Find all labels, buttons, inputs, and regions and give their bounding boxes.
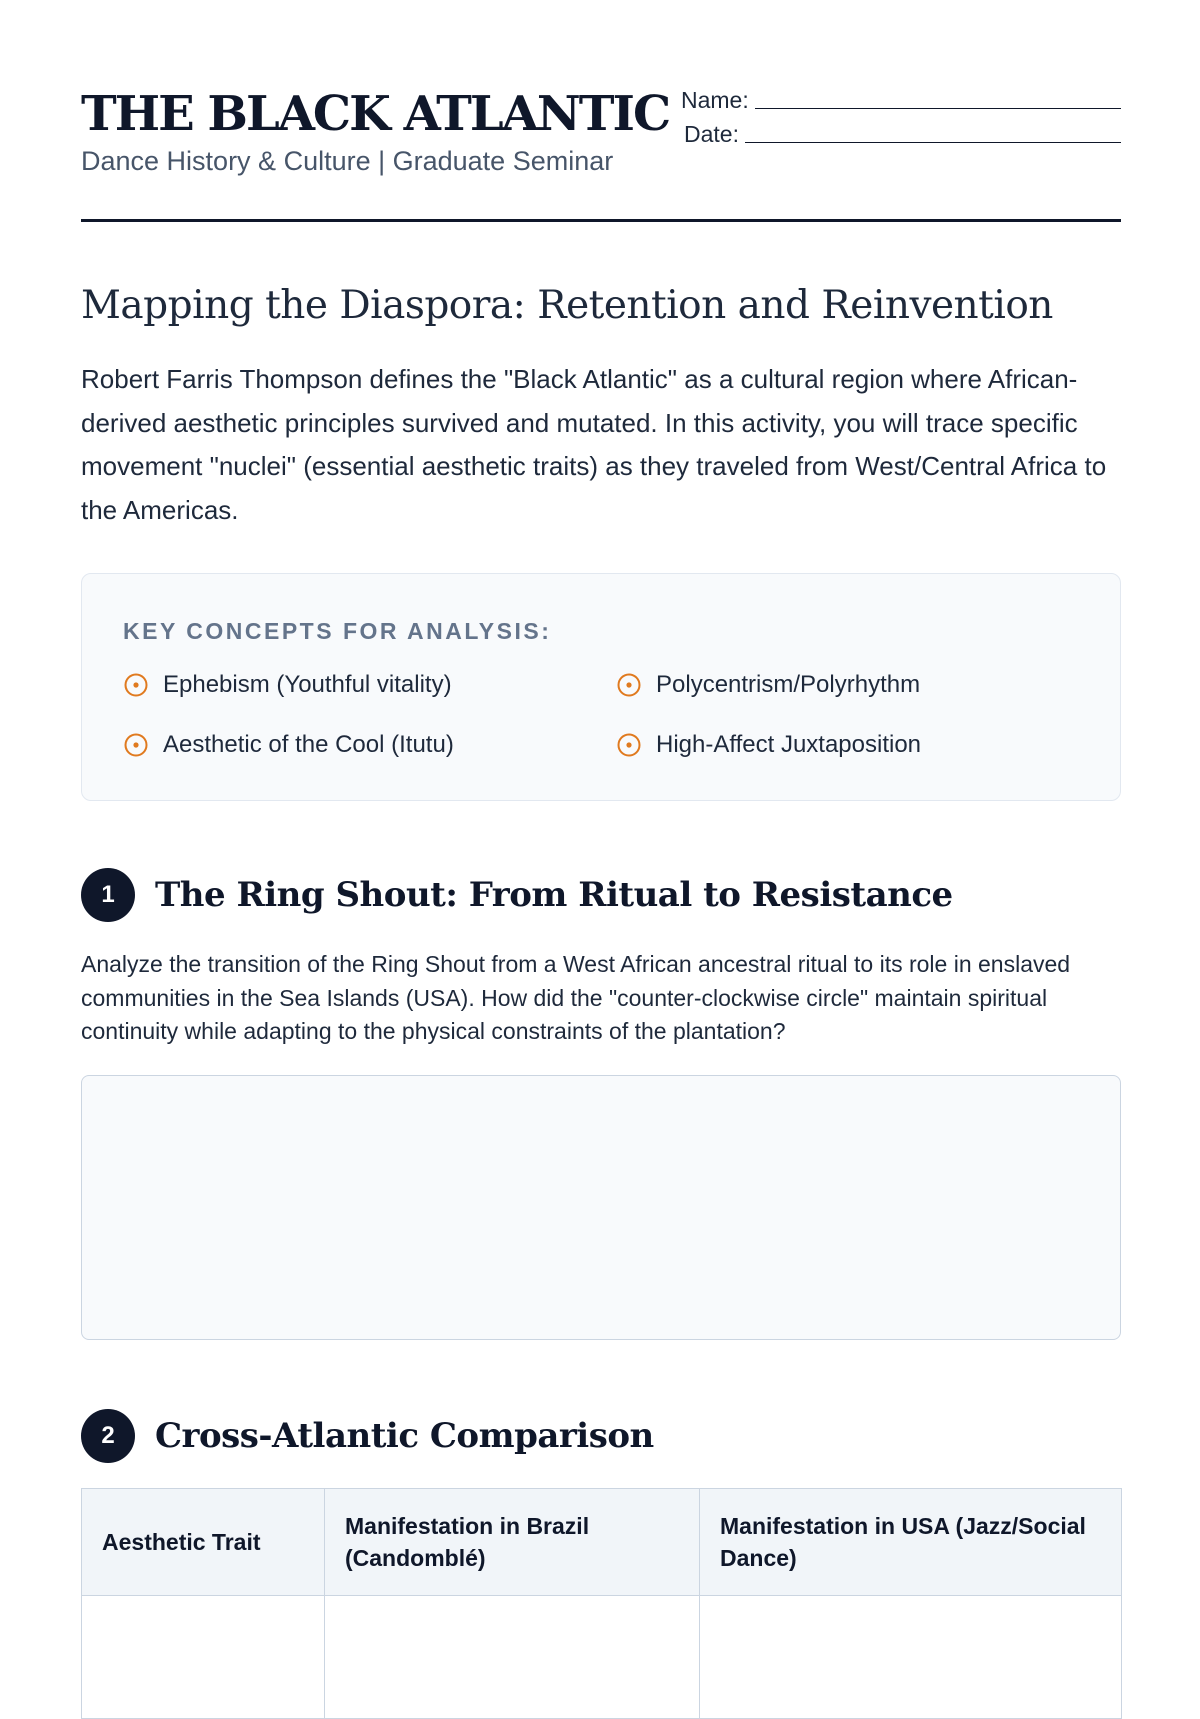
key-concepts-heading: KEY CONCEPTS FOR ANALYSIS: [123, 618, 552, 644]
target-ring-icon [616, 672, 642, 698]
concept-label: Polycentrism/Polyrhythm [656, 671, 921, 698]
table-cell[interactable] [82, 1596, 325, 1719]
concept-item [123, 670, 452, 700]
column-header-brazil: Manifestation in Brazil (Candomblé) [325, 1489, 700, 1596]
section-2-header [81, 1409, 654, 1463]
table-cell[interactable] [700, 1596, 1122, 1719]
table-cell[interactable] [325, 1596, 700, 1719]
table-header-row [82, 1489, 1122, 1596]
table-row [82, 1596, 1122, 1719]
name-label: Name: [681, 87, 749, 113]
section-1-prompt: Analyze the transition of the Ring Shout from a West African ancestral ritual to its role in enslaved communities in the Sea Islands (USA). How did the "counter-clockwise circle" maintain spiritual continuity while adapting to the physical constraints of the plantation? [81, 951, 1071, 1044]
activity-intro: Robert Farris Thompson defines the "Black Atlantic" as a cultural region where African-derived aesthetic principles survived and mutated. In this activity, you will trace specific movement "nuclei" (essential aesthetic traits) as they traveled from West/Central Africa to the Americas. [81, 364, 1107, 525]
concept-item [616, 730, 921, 760]
worksheet-header [81, 0, 1121, 222]
target-ring-icon [616, 732, 642, 758]
date-label: Date: [684, 121, 739, 147]
concept-item [123, 730, 454, 760]
section-1-header [81, 868, 953, 922]
date-blank-line[interactable] [745, 120, 1121, 143]
comparison-table [81, 1488, 1122, 1719]
student-info-fields [681, 80, 1121, 148]
concept-label: High-Affect Juxtaposition [656, 731, 922, 758]
section-number-badge: 2 [81, 1409, 135, 1463]
activity-title: Mapping the Diaspora: Retention and Reinvention [81, 283, 1053, 328]
concept-label: Ephebism (Youthful vitality) [163, 671, 452, 698]
concept-item [616, 670, 920, 700]
section-1-answer-box[interactable] [81, 1075, 1121, 1340]
column-header-usa: Manifestation in USA (Jazz/Social Dance) [700, 1489, 1122, 1596]
column-header-trait: Aesthetic Trait [82, 1489, 325, 1596]
course-title: THE BLACK ATLANTIC [81, 86, 670, 142]
target-ring-icon [123, 732, 149, 758]
date-field[interactable] [681, 114, 1121, 148]
concept-label: Aesthetic of the Cool (Itutu) [163, 731, 454, 758]
key-concepts-panel [81, 573, 1121, 801]
section-1-title: The Ring Shout: From Ritual to Resistance [155, 875, 953, 915]
worksheet-page [81, 0, 1121, 1571]
target-ring-icon [123, 672, 149, 698]
name-field[interactable] [681, 80, 1121, 114]
name-blank-line[interactable] [755, 86, 1121, 109]
course-subtitle: Dance History & Culture | Graduate Seminar [81, 146, 614, 176]
section-2-title: Cross-Atlantic Comparison [155, 1416, 654, 1456]
section-number-badge: 1 [81, 868, 135, 922]
